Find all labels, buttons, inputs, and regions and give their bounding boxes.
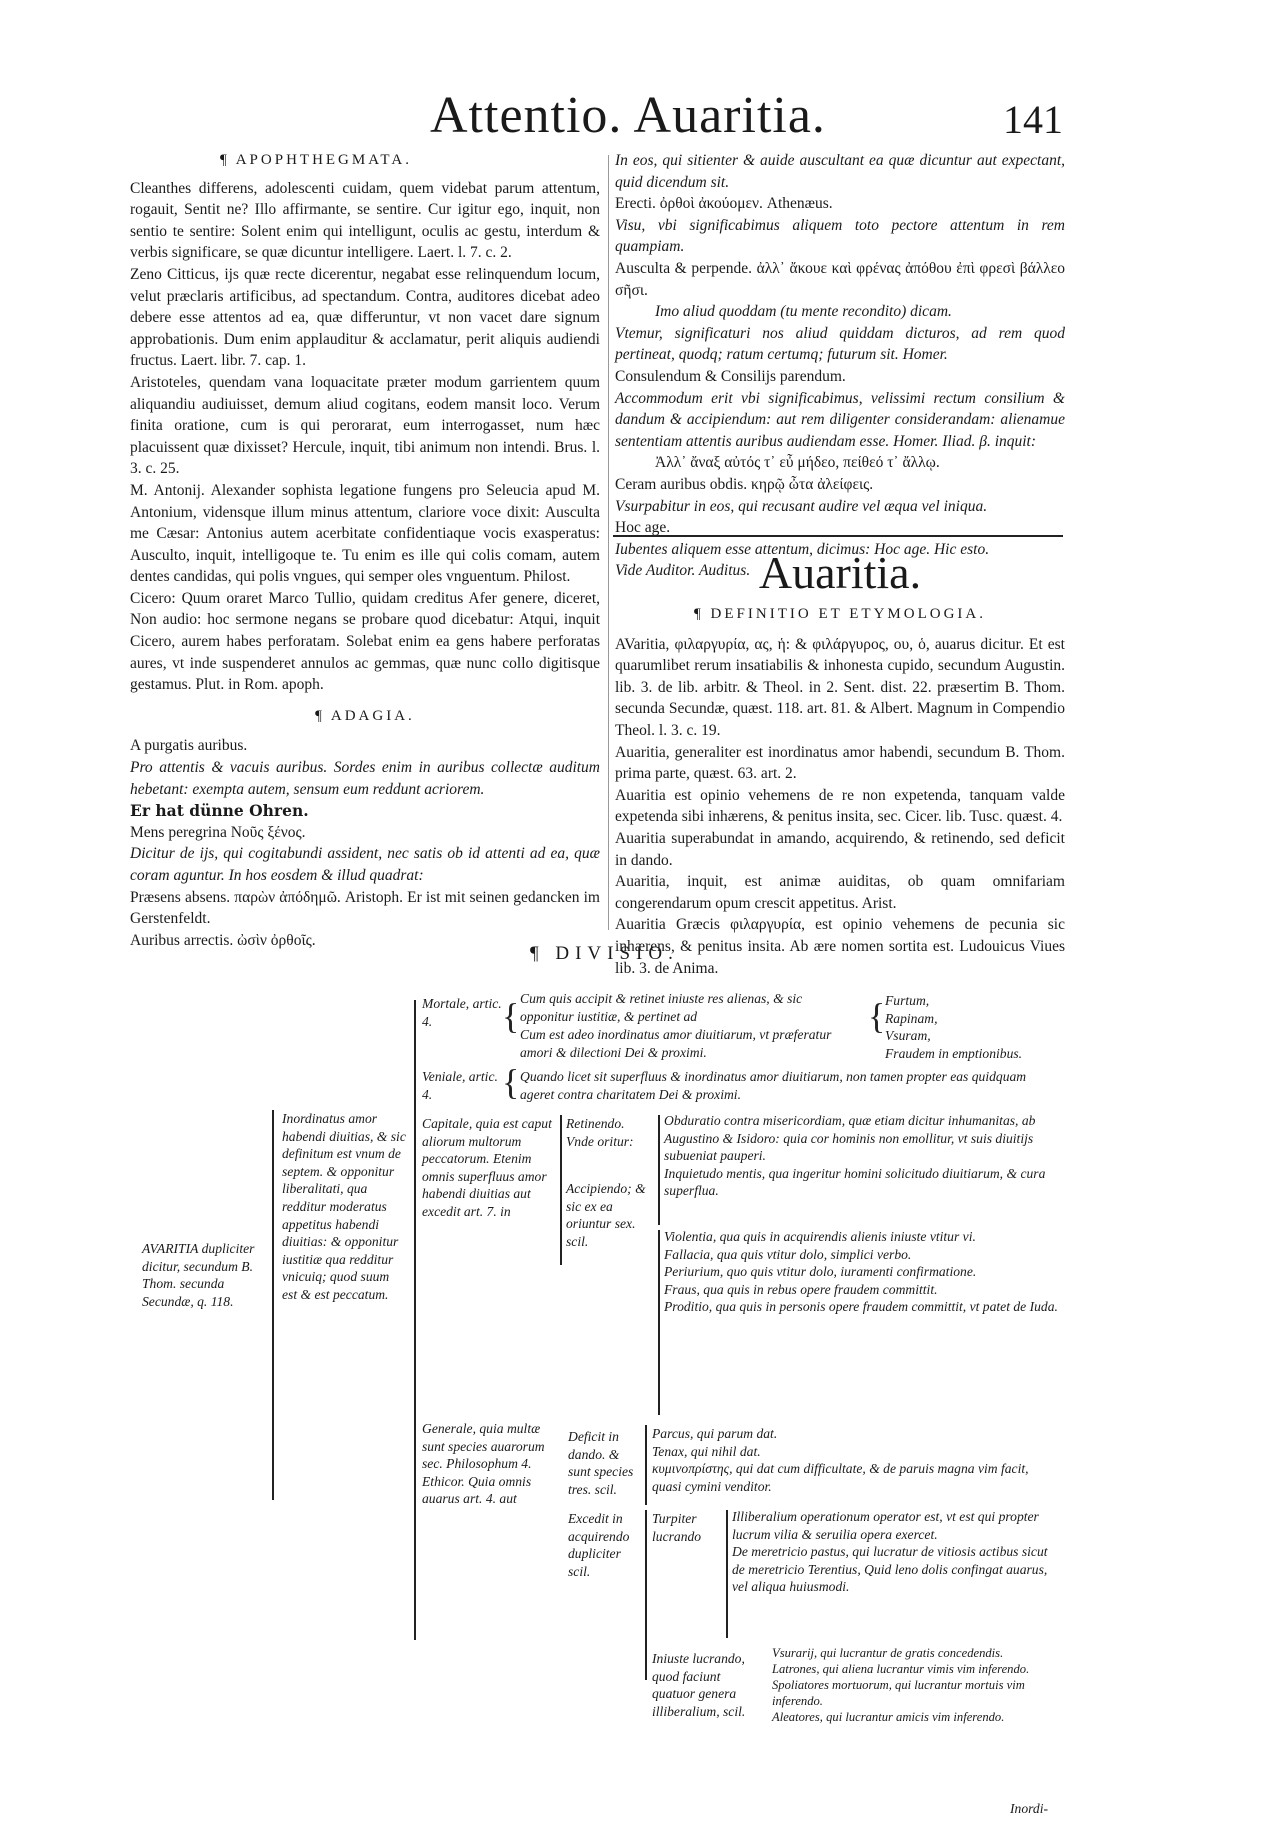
apophthegmata-heading: ¶ APOPHTHEGMATA. bbox=[220, 152, 412, 168]
deficit-items bbox=[652, 1425, 1060, 1495]
generale-node: Generale, quia multæ sunt species auarorum sec. Philosophum 4. Ethicor. Quia omnis auarus art. 4. aut bbox=[422, 1421, 545, 1507]
auaritia-title: Auaritia. bbox=[758, 547, 922, 598]
paragraph-aristoteles: Aristoteles, quendam vana loquacitate præter modum garrientem quum aliquandiu audiuisset, demum aliud cogitans, eodem mansit loco. Verum finita oratione, cum is qui perorarat, eum interrogasset, num hæc placuissent quæ dixisset? Hercule, inquit, tibi animum non intendi. Brus. l. 3. c. 25. bbox=[130, 373, 600, 478]
brace bbox=[645, 1425, 647, 1505]
inordinatus-node: Inordinatus amor habendi diuitias, & sic definitum est vnum de septem. & opponitur liberalitati, qua redditur moderatus appetitus habendi diuitias: & opponitur iustitiæ qua redditur vnicuiq; quod suum est & est peccatum. bbox=[282, 1111, 406, 1302]
intro-line: In eos, qui sitienter & auide auscultant ea quæ dicuntur aut expectant, quid dicendum sit. bbox=[615, 152, 1065, 191]
turpiter-items bbox=[732, 1508, 1060, 1596]
furtum-item: Rapinam, bbox=[885, 1010, 938, 1026]
furtum-item: Vsuram, bbox=[885, 1028, 931, 1044]
definitio-paragraph: AVaritia, φιλαργυρία, ας, ἡ: & φιλάργυρος, ου, ὁ, auarus dicitur. Et est quarumlibet rerum insatiabilis & inhonesta cupido, secundum Augustin. lib. 3. de lib. arbitr. & Theol. in 2. Sent. dist. 22. præsertim B. Thom. secunda Secundæ, quæst. 118. art. 81. & Albert. Magnum in Compendio Theol. l. 3. c. 19. bbox=[615, 635, 1065, 739]
right-column bbox=[615, 150, 1065, 582]
intro-line: Vsurpabitur in eos, qui recusant audire vel æqua vel iniqua. bbox=[615, 497, 988, 515]
intro-line: Imo aliud quoddam (tu mente recondito) dicam. bbox=[655, 303, 952, 321]
accipiendo-item: Violentia, qua quis in acquirendis alienis iniuste vtitur vi. bbox=[664, 1229, 976, 1244]
furtum-item: Fraudem in emptionibus. bbox=[885, 1045, 1023, 1061]
intro-line: Ἀλλ᾽ ἄναξ αὐτός τ᾽ εὖ μήδεο, πείθεό τ᾽ ἄλλῳ. bbox=[655, 454, 940, 472]
brace bbox=[414, 1000, 416, 1640]
column-divider bbox=[608, 155, 609, 930]
iniuste-item: Spoliatores mortuorum, qui lucrantur mortuis vim inferendo. bbox=[772, 1678, 1025, 1708]
brace: { bbox=[502, 996, 520, 1036]
excedit-node: Excedit in acquirendo dupliciter scil. bbox=[568, 1511, 630, 1579]
mortale-text: Cum est adeo inordinatus amor diuitiarum, vt præferatur amori & dilectioni Dei & proximi. bbox=[520, 1027, 832, 1060]
brace bbox=[272, 1110, 274, 1500]
intro-line: Ausculta & perpende. ἀλλ᾽ ἄκουε καὶ φρένας ἀπόθου ἐπὶ φρεσὶ βάλλεο σῆσι. bbox=[615, 259, 1065, 299]
furtum-list bbox=[885, 992, 1055, 1062]
retinendo-items bbox=[664, 1112, 1060, 1200]
intro-line: Visu, vbi significabimus aliquem toto pectore attentum in rem quampiam. bbox=[615, 216, 1065, 256]
turpiter-node: Turpiter lucrando bbox=[652, 1511, 702, 1544]
adagium: Pro attentis & vacuis auribus. Sordes enim in auribus collectæ auditum hebetant: exempta autem, sensum eum reddunt acriorem. bbox=[130, 759, 600, 798]
page-number: 141 bbox=[1003, 97, 1063, 142]
intro-line: Erecti. ὀρθοὶ ἀκούομεν. Athenæus. bbox=[615, 195, 833, 213]
left-column bbox=[130, 150, 600, 951]
section-rule bbox=[613, 535, 1063, 537]
definitio-paragraph: Auaritia, inquit, est animæ auiditas, ob quam omnifariam congerendarum opum crescit appetitus. Arist. bbox=[615, 873, 1065, 912]
deficit-node: Deficit in dando. & sunt species tres. scil. bbox=[568, 1429, 634, 1497]
retinendo-item: Inquietudo mentis, qua ingeritur homini solicitudo diuitiarum, & cura superflua. bbox=[664, 1165, 1046, 1199]
mortale-text: Cum quis accipit & retinet iniuste res alienas, & sic opponitur iustitiæ, & pertinet ad bbox=[520, 991, 803, 1024]
iniuste-item: Vsurarij, qui lucrantur de gratis concedendis. bbox=[772, 1646, 1004, 1660]
divisio-root: AVARITIA dupliciter dicitur, secundum B. Thom. secunda Secundæ, q. 118. bbox=[142, 1241, 255, 1309]
page-title: Attentio. Auaritia. bbox=[430, 87, 826, 144]
accipiendo-item: Fallacia, qua quis vtitur dolo, simplici verbo. bbox=[664, 1246, 912, 1262]
definitio-paragraph: Auaritia superabundat in amando, acquirendo, & retinendo, sed deficit in dando. bbox=[615, 829, 1065, 869]
iniuste-node: Iniuste lucrando, quod faciunt quatuor genera illiberalium, scil. bbox=[652, 1651, 746, 1719]
accipiendo-item: Fraus, qua quis in rebus opere fraudem committit. bbox=[664, 1281, 938, 1297]
divisio-heading: ¶ DIVISIO. bbox=[530, 943, 679, 964]
definitio-paragraph: Auaritia, generaliter est inordinatus amor habendi, secundum B. Thom. prima parte, quæst. 63. art. 2. bbox=[615, 743, 1065, 783]
brace bbox=[645, 1510, 647, 1680]
definitio-paragraph: Auaritia Græcis φιλαργυρία, est opinio vehemens de pecunia sic inhærens, & penitus insita. Ab ære nomen sortita est. Ludouicus Viues lib. 3. de Anima. bbox=[615, 916, 1065, 977]
cross-reference: Vide Auditor. Auditus. bbox=[615, 562, 751, 580]
adagium: Præsens absens. παρὼν ἀπόδημῶ. Aristoph. Er ist mit seinen gedancken im Gerstenfeldt. bbox=[130, 888, 600, 928]
mortale-node: Mortale, artic. 4. bbox=[422, 996, 502, 1029]
accipiendo-node: Accipiendo; & sic ex ea oriuntur sex. scil. bbox=[566, 1181, 646, 1249]
brace bbox=[658, 1230, 660, 1415]
iniuste-item: Latrones, qui aliena lucrantur vimis vim inferendo. bbox=[772, 1662, 1030, 1676]
turpiter-item: De meretricio pastus, qui lucratur de vitiosis actibus sicut de meretricio Terentius, Quid leno dolis confingat auarus, vel aliqua huiusmodi. bbox=[732, 1544, 1048, 1595]
paragraph-antonij: M. Antonij. Alexander sophista legatione fungens pro Seleucia apud M. Antonium, vidensque illum minus attentum, clariore voce dixit: Ausculta me Cæsar: Antonius autem acerbitate confidentiaque vocis exasperatus: Ausculto, inquit, intelligoque te. Tu enim es ille qui colis comam, autem dentes candidas, qui polis vngues, qui semper oles vnguentum. Philost. bbox=[130, 481, 600, 586]
brace: { bbox=[868, 996, 886, 1036]
brace: { bbox=[502, 1062, 520, 1102]
adagia-heading: ¶ ADAGIA. bbox=[315, 707, 415, 724]
definitio-heading: ¶ DEFINITIO ET ETYMOLOGIA. bbox=[694, 606, 986, 622]
intro-line: Vtemur, significaturi nos aliud quiddam dicturos, ad rem quod pertineat, quodq; ratum certumq; futurum sit. Homer. bbox=[615, 324, 1065, 364]
adagium: A purgatis auribus. bbox=[130, 737, 248, 755]
auaritia-section bbox=[615, 540, 1065, 979]
paragraph-cicero: Cicero: Quum oraret Marco Tullio, quidam creditus Afer genere, diceret, Non audio: hoc sermone negans se probare quod dicebatur: Atqui, inquit Cicero, aurem habes perforatam. Solebat enim ea gens habere perforatas aures, vt inde suspenderet annulos ac gemmas, quæ nunc collo digitisque gestamus. Plut. in Rom. apoph. bbox=[130, 589, 600, 694]
veniale-text: Quando licet sit superfluus & inordinatus amor diuitiarum, non tamen propter eas quidquam ageret contra charitatem Dei & proximi. bbox=[520, 1069, 1027, 1102]
iniuste-item: Aleatores, qui lucrantur amicis vim inferendo. bbox=[772, 1710, 1005, 1724]
capitale-node: Capitale, quia est caput aliorum multorum peccatorum. Etenim omnis superfluus amor habendi diuitias aut excedit art. 7. in bbox=[422, 1116, 552, 1219]
accipiendo-items bbox=[664, 1228, 1060, 1316]
brace bbox=[560, 1115, 562, 1265]
definitio-paragraph: Auaritia est opinio vehemens de re non expetenda, tanquam valde expetenda sibi inhærens, & penitus insita, sec. Cicer. lib. Tusc. quæst. 4. bbox=[615, 786, 1065, 826]
intro-line: Ceram auribus obdis. κηρῷ ὦτα ἀλείφεις. bbox=[615, 475, 874, 493]
accipiendo-item: Proditio, qua quis in personis opere fraudem committit, vt patet de Iuda. bbox=[664, 1299, 1058, 1315]
adagium: Auribus arrectis. ὠσὶν ὀρθοῖς. bbox=[130, 931, 316, 949]
intro-line: Hoc age. bbox=[615, 519, 671, 537]
deficit-item: κυμινοπρίστης, qui dat cum difficultate, & de paruis magna vim facit, quasi cymini venditor. bbox=[652, 1461, 1029, 1494]
intro-line: Consulendum & Consilijs parendum. bbox=[615, 367, 846, 385]
retinendo-node: Retinendo. Vnde oritur: bbox=[566, 1116, 634, 1149]
accipiendo-item: Periurium, quo quis vtitur dolo, iuramenti confirmatione. bbox=[664, 1264, 977, 1280]
retinendo-item: Obduratio contra misericordiam, quæ etiam dicitur inhumanitas, ab Augustino & Isidoro: quia cor hominis non emollitur, vt suis diuitijs subueniat pauperi. bbox=[664, 1113, 1036, 1164]
deficit-item: Tenax, qui nihil dat. bbox=[652, 1443, 761, 1459]
intro-line: Iubentes aliquem esse attentum, dicimus: Hoc age. Hic esto. bbox=[615, 540, 990, 558]
turpiter-item: Illiberalium operationum operator est, vt est qui propter lucrum vilia & seruilia opera exercet. bbox=[732, 1509, 1039, 1542]
paragraph-cleanthes: Cleanthes differens, adolescenti cuidam, quem videbat parum attentum, rogauit, Sentit ne? Illo affirmante, se sentire. Cur igitur ego, inquit, non sentio te sentire: Solent enim qui intelligunt, oculis ac gestu, interdum & verbis significare, se quæ dicuntur intelligere. Laert. l. 7. c. 2. bbox=[130, 179, 600, 262]
brace bbox=[726, 1510, 728, 1638]
iniuste-items bbox=[772, 1645, 1060, 1725]
intro-line: Accommodum erit vbi significabimus, velissimi rectum consilium & dandum & accipiendum: aut rem diligenter considerandam: alienamue sententiam attentis auribus audiendam esse. Homer. Iliad. β. inquit: bbox=[615, 389, 1065, 450]
adagium: Dicitur de ijs, qui cogitabundi assident, nec satis ob id attenti ad ea, quæ coram aguntur. In hos eosdem & illud quadrat: bbox=[130, 845, 600, 884]
paragraph-zeno: Zeno Citticus, ijs quæ recte dicerentur, negabat esse relinquendum locum, velut præclaris artificibus, ad spectandum. Contra, auditores dicebat adeo debere esse attentos ad ea, quæ differuntur, vt non vacet dare signum approbationis. Dum enim applauditur & acclamatur, perit aliquis audiendi fructus. Laert. libr. 7. cap. 1. bbox=[130, 265, 600, 370]
veniale-node: Veniale, artic. 4. bbox=[422, 1069, 498, 1102]
furtum-item: Furtum, bbox=[885, 993, 930, 1008]
catchword: Inordi- bbox=[1010, 1801, 1049, 1816]
adagium: Mens peregrina Νοῦς ξένος. bbox=[130, 823, 306, 841]
adagium-german: Er hat dünne Ohren. bbox=[130, 801, 309, 821]
brace bbox=[658, 1115, 660, 1225]
deficit-item: Parcus, qui parum dat. bbox=[652, 1426, 778, 1441]
